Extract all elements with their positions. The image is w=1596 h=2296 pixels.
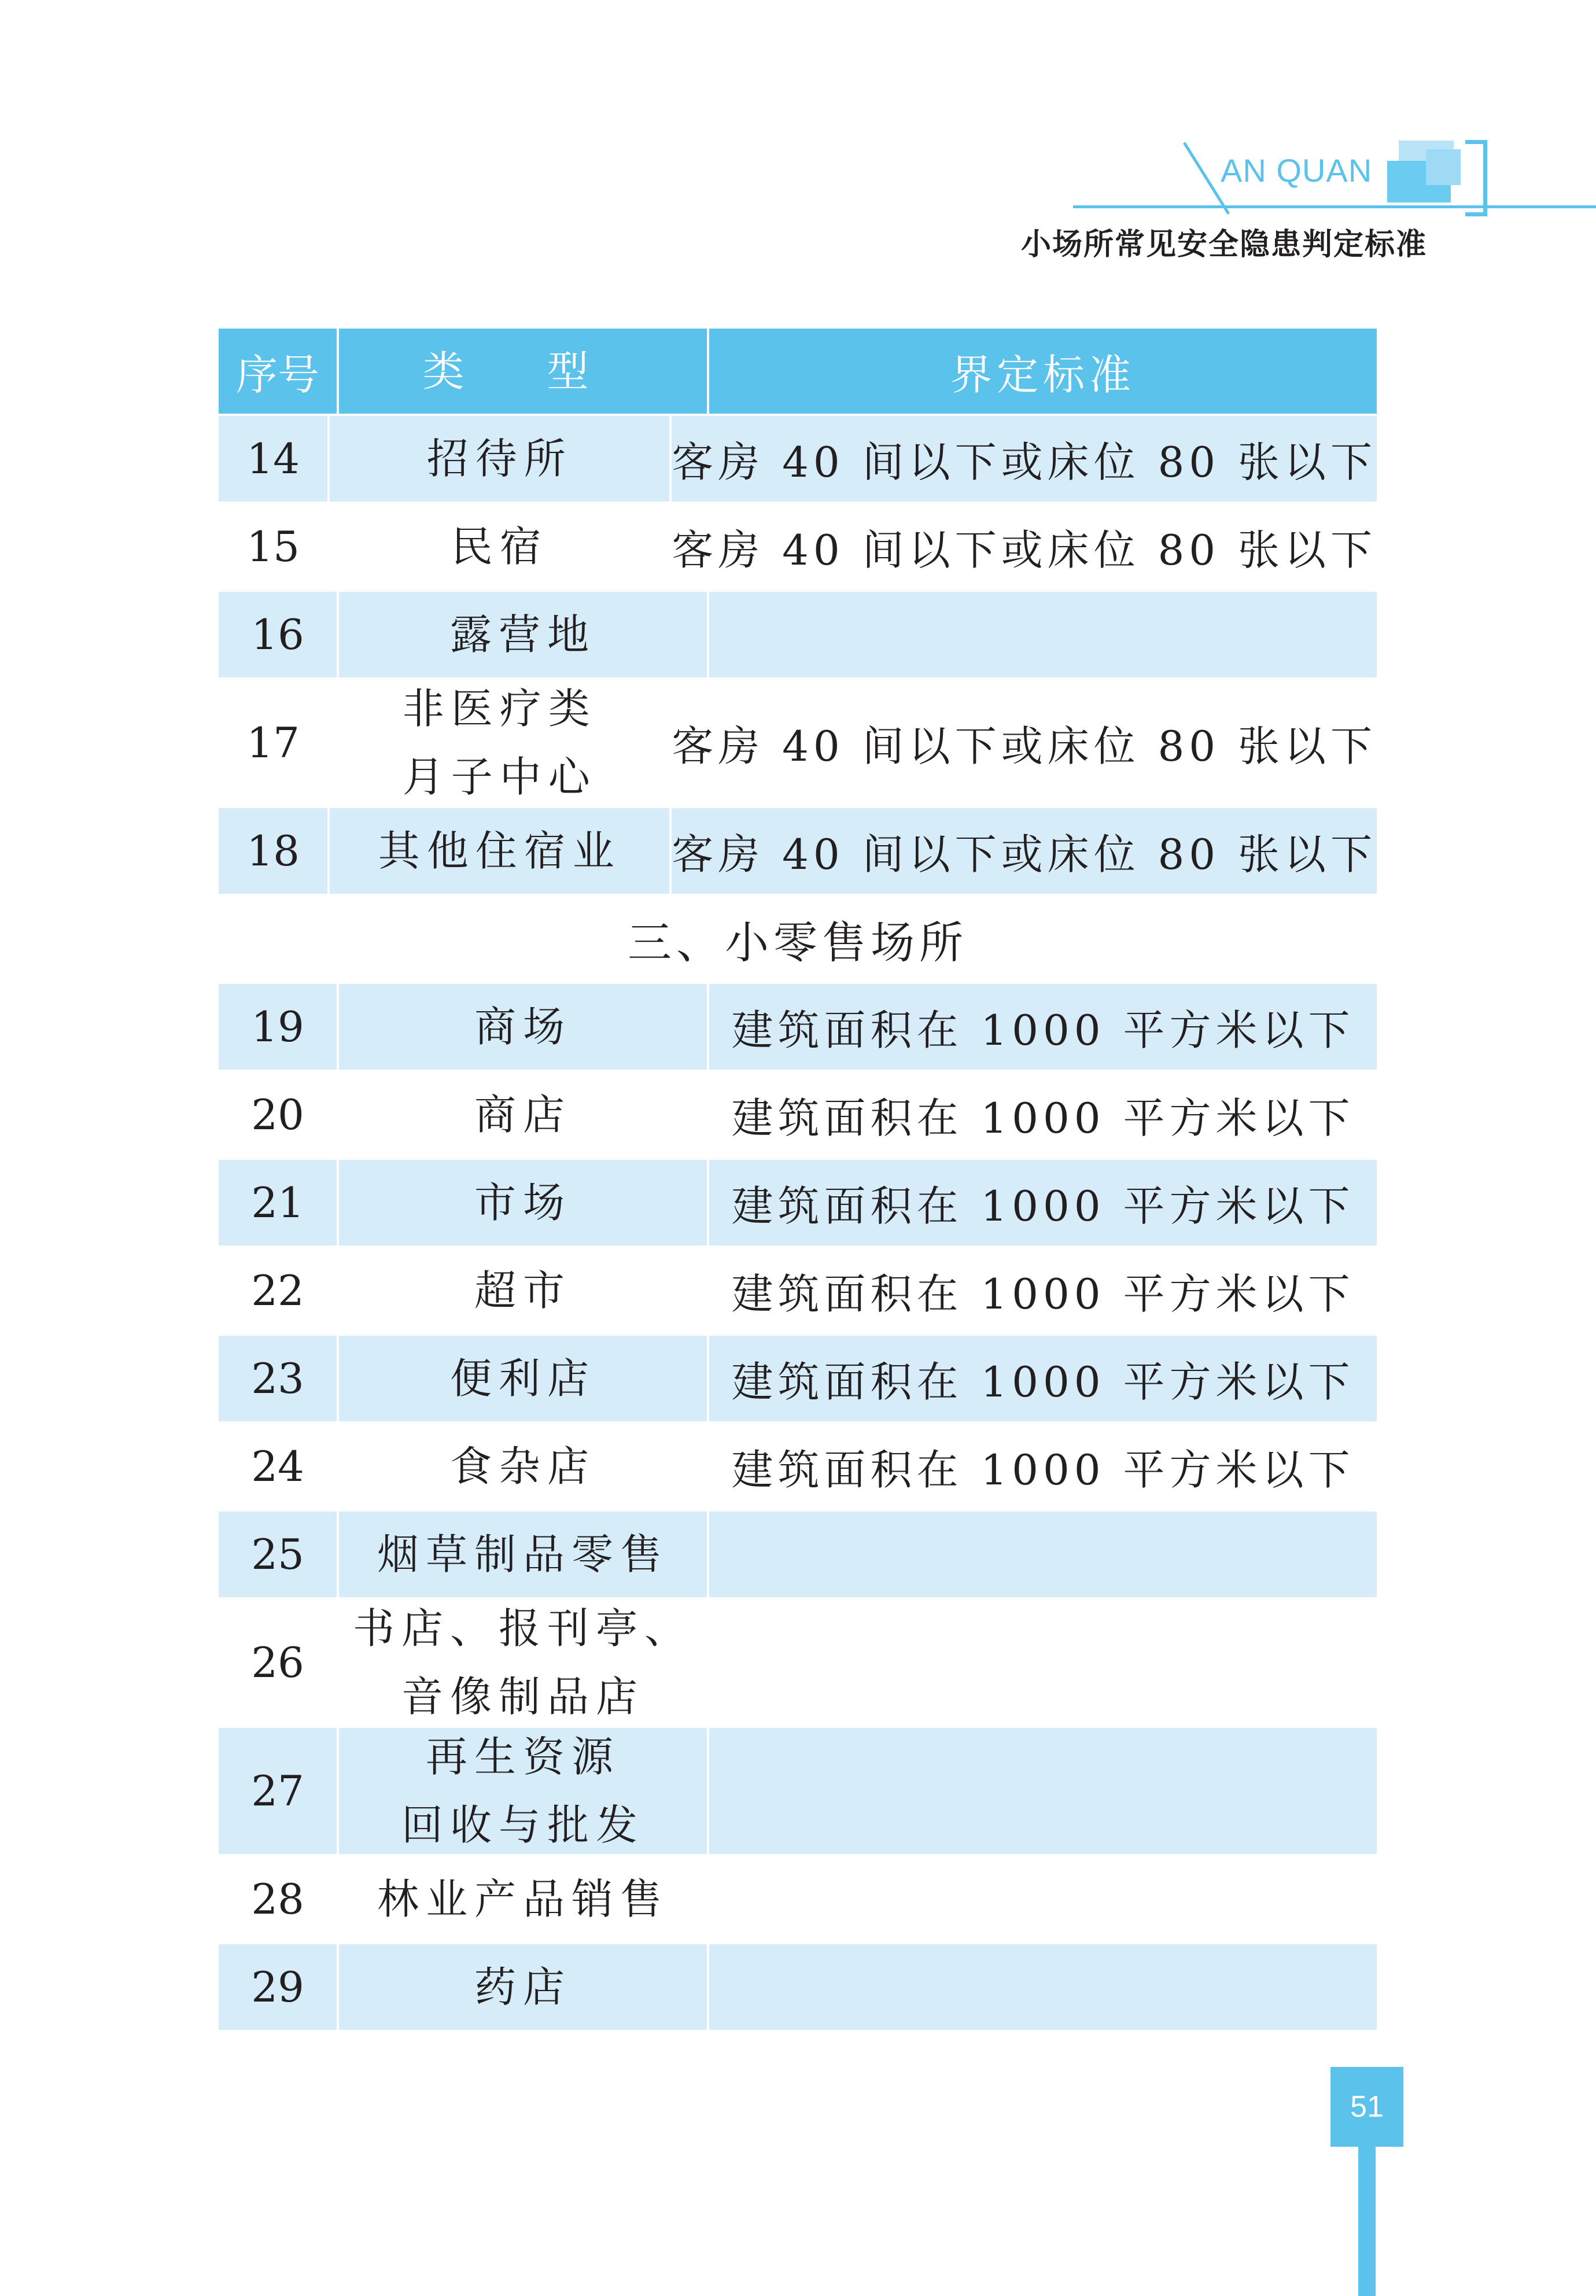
row-standard: 客房 40 间以下或床位 80 张以下	[672, 526, 1377, 574]
table-row	[219, 1600, 1377, 1726]
row-type	[339, 1856, 709, 1942]
table-row	[219, 592, 1377, 677]
row-standard: 建筑面积在 1000 平方米以下	[731, 1006, 1355, 1055]
row-type	[339, 1944, 709, 2030]
row-standard: 客房 40 间以下或床位 80 张以下	[672, 722, 1377, 771]
row-type	[339, 1512, 709, 1597]
row-standard	[709, 592, 1377, 677]
table-row	[219, 1424, 1377, 1509]
row-number: 21	[219, 1160, 339, 1245]
header-rule	[1073, 205, 1596, 208]
row-type-line: 露营地	[449, 610, 596, 659]
row-type-line: 非医疗类	[402, 684, 597, 733]
row-type-line: 其他住宿业	[378, 827, 621, 875]
table-row	[219, 1512, 1377, 1597]
row-standard	[709, 1600, 1377, 1726]
page-edge-bar	[1358, 2147, 1376, 2296]
row-standard: 建筑面积在 1000 平方米以下	[731, 1446, 1355, 1494]
row-type	[339, 1424, 709, 1509]
row-number: 22	[219, 1248, 339, 1333]
row-standard	[709, 1856, 1377, 1942]
row-type-line: 食杂店	[449, 1442, 596, 1491]
row-type-line: 书店、报刊亭、	[352, 1604, 693, 1653]
row-number: 23	[219, 1336, 339, 1421]
page-subtitle: 小场所常见安全隐患判定标准	[1021, 227, 1428, 262]
row-type-line: 招待所	[426, 434, 573, 483]
row-type	[330, 680, 672, 806]
standards-table	[219, 329, 1377, 2032]
row-type	[330, 808, 672, 894]
table-row	[219, 1856, 1377, 1942]
row-type-line: 便利店	[449, 1354, 596, 1403]
row-standard: 建筑面积在 1000 平方米以下	[731, 1270, 1355, 1318]
table-row	[219, 680, 1377, 806]
row-type-line: 月子中心	[402, 753, 597, 801]
row-standard	[709, 1512, 1377, 1597]
table-row	[219, 984, 1377, 1070]
row-number: 15	[219, 504, 330, 589]
row-standard: 客房 40 间以下或床位 80 张以下	[672, 438, 1377, 487]
row-type-line: 回收与批发	[401, 1801, 644, 1849]
table-row	[219, 416, 1377, 502]
row-type	[339, 1160, 709, 1245]
row-number: 19	[219, 984, 339, 1070]
row-type	[339, 592, 709, 677]
table-header-row	[219, 329, 1377, 414]
row-type-line: 民宿	[451, 522, 548, 571]
row-number: 24	[219, 1424, 339, 1509]
row-standard: 建筑面积在 1000 平方米以下	[731, 1094, 1355, 1143]
row-type-line: 商店	[474, 1090, 572, 1139]
row-type-line: 市场	[474, 1178, 572, 1227]
row-type	[339, 984, 709, 1070]
row-type	[330, 416, 672, 502]
header-bracket	[1465, 140, 1487, 216]
header-brand: AN QUAN	[1221, 152, 1373, 189]
row-type-line: 药店	[474, 1963, 572, 2011]
row-number: 27	[219, 1728, 339, 1854]
table-row	[219, 808, 1377, 894]
table-row	[219, 1336, 1377, 1421]
row-number: 18	[219, 808, 330, 894]
row-type-line: 烟草制品零售	[377, 1530, 669, 1579]
row-type-line: 超市	[474, 1266, 572, 1315]
row-number: 16	[219, 592, 339, 677]
row-type	[339, 1728, 709, 1854]
row-number: 17	[219, 680, 330, 806]
header-square-decoration	[1426, 149, 1461, 185]
row-type	[330, 504, 672, 589]
table-row	[219, 1944, 1377, 2030]
row-standard	[709, 1944, 1377, 2030]
row-standard: 建筑面积在 1000 平方米以下	[731, 1358, 1355, 1406]
row-type-line: 商场	[474, 1003, 572, 1051]
row-number: 25	[219, 1512, 339, 1597]
row-type-line: 林业产品销售	[377, 1875, 669, 1923]
column-header-number: 序号	[219, 329, 339, 414]
table-row	[219, 1072, 1377, 1158]
row-type	[339, 1336, 709, 1421]
row-number: 14	[219, 416, 330, 502]
column-header-standard: 界定标准	[950, 350, 1136, 399]
section-row	[219, 896, 1377, 982]
table-row	[219, 1728, 1377, 1854]
row-type-line: 再生资源	[425, 1733, 620, 1781]
row-number: 20	[219, 1072, 339, 1158]
page-number: 51	[1350, 2090, 1384, 2124]
row-type	[339, 1600, 709, 1726]
table-row	[219, 1248, 1377, 1333]
row-number: 29	[219, 1944, 339, 2030]
row-number: 28	[219, 1856, 339, 1942]
row-number: 26	[219, 1600, 339, 1726]
column-header-type: 类 型	[339, 329, 709, 414]
row-type	[339, 1072, 709, 1158]
table-row	[219, 504, 1377, 589]
section-title: 三、小零售场所	[628, 916, 968, 968]
row-standard: 建筑面积在 1000 平方米以下	[731, 1182, 1355, 1230]
row-type-line: 音像制品店	[401, 1672, 644, 1721]
row-standard	[709, 1728, 1377, 1854]
row-type	[339, 1248, 709, 1333]
row-standard: 客房 40 间以下或床位 80 张以下	[672, 830, 1377, 879]
table-row	[219, 1160, 1377, 1245]
